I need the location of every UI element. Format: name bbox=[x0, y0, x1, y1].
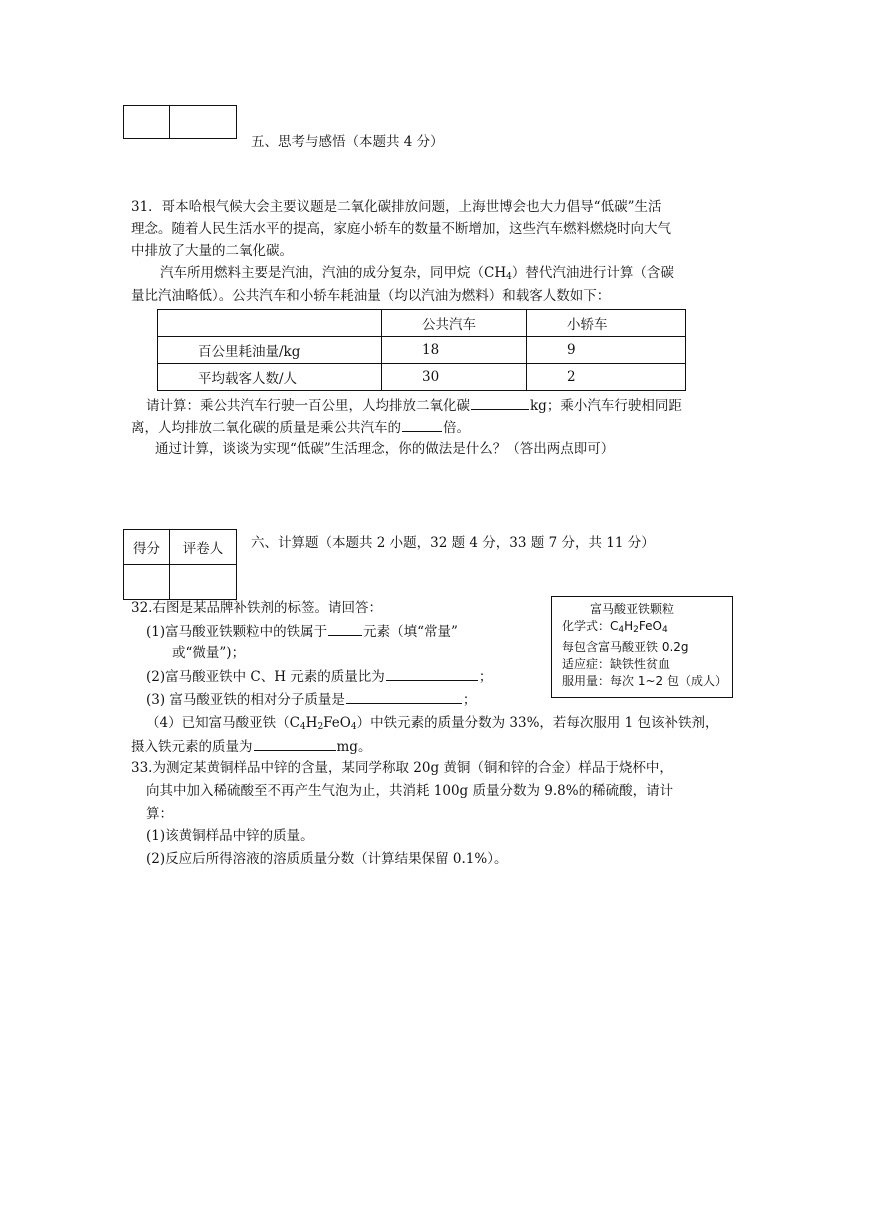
q32-intro: 32.右图是某品牌补铁剂的标签。请回答： bbox=[131, 600, 382, 616]
table-row bbox=[158, 364, 686, 391]
q31-paragraph-line: 中排放了大量的二氧化碳。 bbox=[131, 243, 293, 259]
supplement-label bbox=[551, 596, 733, 698]
label-indication: 适应症：缺铁性贫血 bbox=[562, 657, 671, 671]
q32-subquestion-1-cont: 或“微量”)； bbox=[172, 645, 246, 661]
q31-paragraph-line: 理念。随着人民生活水平的提高，家庭小轿车的数量不断增加，这些汽车燃料燃烧时向大气 bbox=[131, 221, 671, 237]
table-cell bbox=[158, 310, 382, 337]
answer-blank[interactable] bbox=[254, 736, 336, 751]
q33-line: 向其中加入稀硫酸至不再产生气泡为止，共消耗 100g 质量分数为 9.8%的稀硫酸，请计 bbox=[146, 783, 674, 799]
score-cell[interactable] bbox=[124, 565, 170, 600]
score-box-section-6 bbox=[123, 529, 237, 600]
q32-subquestion-1: (1)富马酸亚铁颗粒中的铁属于 元素（填“常量” bbox=[146, 621, 458, 642]
answer-blank[interactable] bbox=[346, 689, 462, 704]
q32-subquestion-4-cont: 摄入铁元素的质量为 mg。 bbox=[131, 736, 371, 757]
table-cell: 平均载客人数/人 bbox=[158, 364, 382, 391]
grader-cell[interactable] bbox=[170, 565, 237, 600]
q31-paragraph-line: 量比汽油略低）。公共汽车和小轿车耗油量（均以汽油为燃料）和载客人数如下： bbox=[131, 288, 611, 304]
label-title: 富马酸亚铁颗粒 bbox=[590, 602, 675, 616]
score-box-section-5 bbox=[123, 105, 237, 139]
q33-line: 33.为测定某黄铜样品中锌的含量，某同学称取 20g 黄铜（铜和锌的合金）样品于烧杯中， bbox=[131, 760, 673, 776]
q31-paragraph-line: 31．哥本哈根气候大会主要议题是二氧化碳排放问题，上海世博会也大力倡导“低碳”生活 bbox=[131, 199, 662, 215]
score-label: 得分 bbox=[124, 530, 170, 565]
answer-blank[interactable] bbox=[471, 395, 529, 410]
q31-calc-line: 离，人均排放二氧化碳的质量是乘公共汽车的 倍。 bbox=[131, 417, 470, 438]
table-cell: 公共汽车 bbox=[382, 310, 527, 337]
q31-paragraph-line: 汽车所用燃料主要是汽油，汽油的成分复杂，同甲烷$(CH_4)$替代汽油进行计算（含碳 bbox=[160, 265, 674, 282]
table-cell: 30 bbox=[382, 364, 527, 391]
q33-subquestion-2: (2)反应后所得溶液的溶质质量分数（计算结果保留 0.1%）。 bbox=[146, 851, 508, 867]
label-dose: 每包含富马酸亚铁 0.2g bbox=[562, 640, 689, 654]
q31-calc-line: 请计算：乘公共汽车行驶一百公里，人均排放二氧化碳 kg；乘小汽车行驶相同距 bbox=[146, 395, 682, 416]
table-cell: 18 bbox=[382, 337, 527, 364]
score-cell[interactable] bbox=[124, 106, 170, 139]
q32-subquestion-2: (2)富马酸亚铁中 C、H 元素的质量比为 ； bbox=[146, 666, 492, 687]
fuel-comparison-table bbox=[157, 309, 686, 391]
answer-blank[interactable] bbox=[386, 666, 478, 681]
section-6-title: 六、计算题（本题共 2 小题，32 题 4 分，33 题 7 分，共 11 分） bbox=[251, 535, 655, 551]
q32-subquestion-3: (3) 富马酸亚铁的相对分子质量是 ； bbox=[146, 689, 476, 710]
q33-subquestion-1: (1)该黄铜样品中锌的质量。 bbox=[146, 828, 314, 844]
table-cell: 小轿车 bbox=[527, 310, 686, 337]
table-cell: 百公里耗油量/kg bbox=[158, 337, 382, 364]
answer-blank[interactable] bbox=[328, 621, 362, 636]
table-row bbox=[158, 337, 686, 364]
label-formula: 化学式：$C_4H_2FeO_4$ bbox=[562, 619, 668, 635]
q31-discuss-line: 通过计算，谈谈为实现“低碳”生活理念，你的做法是什么？（答出两点即可） bbox=[155, 441, 615, 457]
table-cell: 9 bbox=[527, 337, 686, 364]
grader-label: 评卷人 bbox=[170, 530, 237, 565]
grader-cell[interactable] bbox=[170, 106, 237, 139]
answer-blank[interactable] bbox=[402, 417, 442, 432]
table-header-row bbox=[158, 310, 686, 337]
q32-subquestion-4: （4）已知富马酸亚铁$(C_4H_2FeO_4)$中铁元素的质量分数为 33%，若每次服用 1 包该补铁剂， bbox=[146, 715, 719, 732]
table-cell: 2 bbox=[527, 364, 686, 391]
section-5-title: 五、思考与感悟（本题共 4 分） bbox=[251, 134, 444, 150]
q33-line: 算： bbox=[146, 806, 173, 822]
label-usage: 服用量：每次 1~2 包（成人） bbox=[562, 674, 727, 688]
